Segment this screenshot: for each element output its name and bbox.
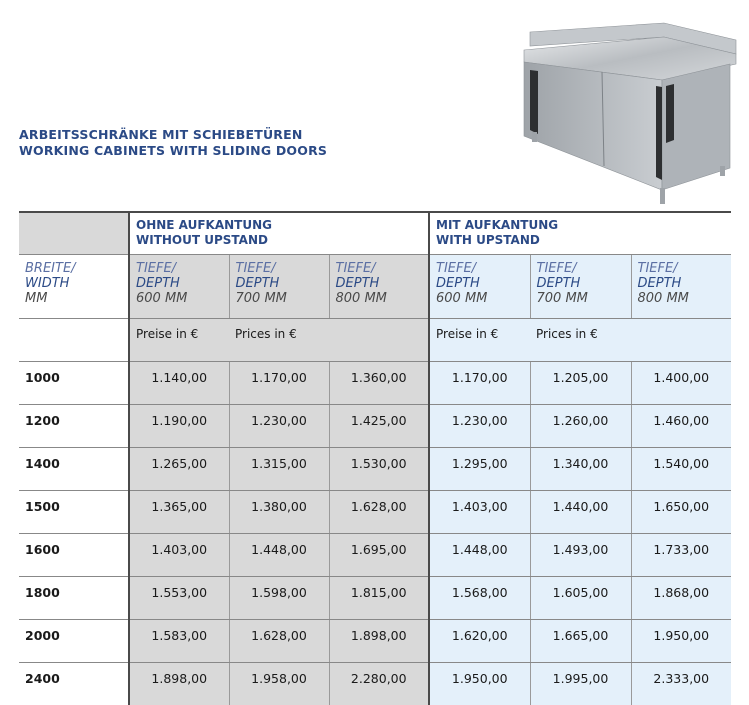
- depth-value: 800 MM: [336, 291, 429, 306]
- depth-label-de: TIEFE/: [136, 261, 229, 276]
- price-cell: 1.448,00: [229, 534, 329, 577]
- depth-label-en: DEPTH: [638, 276, 732, 291]
- depth-label-de: TIEFE/: [436, 261, 530, 276]
- price-cell: 2.280,00: [329, 663, 429, 705]
- price-cell: 1.295,00: [429, 448, 530, 491]
- depth-value: 600 MM: [136, 291, 229, 306]
- price-cell: 1.190,00: [129, 405, 229, 448]
- price-label-without-en: Prices in €: [229, 319, 429, 362]
- table-row: [19, 362, 731, 405]
- depth-value: 800 MM: [638, 291, 732, 306]
- price-cell: 1.440,00: [530, 491, 631, 534]
- price-label-with-en: Prices in €: [530, 319, 731, 362]
- depth-label-de: TIEFE/: [638, 261, 732, 276]
- price-cell: 1.620,00: [429, 620, 530, 663]
- price-cell: 1.628,00: [329, 491, 429, 534]
- depth-label-en: DEPTH: [436, 276, 530, 291]
- price-cell: 1.665,00: [530, 620, 631, 663]
- price-cell: 1.230,00: [229, 405, 329, 448]
- price-cell: 1.583,00: [129, 620, 229, 663]
- price-cell: 1.553,00: [129, 577, 229, 620]
- table-row: [19, 405, 731, 448]
- corner-cell: [19, 212, 129, 255]
- price-cell: 1.403,00: [129, 534, 229, 577]
- depth-header: [429, 255, 530, 319]
- depth-label-de: TIEFE/: [537, 261, 631, 276]
- price-cell: 1.995,00: [530, 663, 631, 705]
- width-cell: 1200: [19, 405, 129, 448]
- table-row: [19, 491, 731, 534]
- price-cell: 1.265,00: [129, 448, 229, 491]
- depth-value: 700 MM: [236, 291, 329, 306]
- price-cell: 1.815,00: [329, 577, 429, 620]
- group-header-row: [19, 212, 731, 255]
- price-cell: 1.898,00: [329, 620, 429, 663]
- group-with-en: WITH UPSTAND: [436, 233, 731, 248]
- width-cell: 1800: [19, 577, 129, 620]
- table-row: [19, 663, 731, 705]
- price-cell: 1.628,00: [229, 620, 329, 663]
- page-title: [19, 127, 327, 159]
- table-row: [19, 577, 731, 620]
- price-cell: 1.605,00: [530, 577, 631, 620]
- price-cell: 1.493,00: [530, 534, 631, 577]
- price-cell: 1.140,00: [129, 362, 229, 405]
- price-cell: 1.540,00: [631, 448, 731, 491]
- price-label-without-de: Preise in €: [129, 319, 229, 362]
- price-cell: 1.950,00: [631, 620, 731, 663]
- depth-header: [229, 255, 329, 319]
- table-row: [19, 620, 731, 663]
- depth-header: [129, 255, 229, 319]
- price-label-row: [19, 319, 731, 362]
- group-with-de: MIT AUFKANTUNG: [436, 218, 731, 233]
- depth-label-en: DEPTH: [537, 276, 631, 291]
- title-english: WORKING CABINETS WITH SLIDING DOORS: [19, 143, 327, 159]
- price-cell: 1.460,00: [631, 405, 731, 448]
- depth-label-en: DEPTH: [336, 276, 429, 291]
- price-cell: 1.170,00: [429, 362, 530, 405]
- price-cell: 1.380,00: [229, 491, 329, 534]
- price-cell: 1.360,00: [329, 362, 429, 405]
- depth-header-row: [19, 255, 731, 319]
- width-cell: 1400: [19, 448, 129, 491]
- price-cell: 1.403,00: [429, 491, 530, 534]
- price-cell: 1.230,00: [429, 405, 530, 448]
- depth-header: [530, 255, 631, 319]
- depth-value: 600 MM: [436, 291, 530, 306]
- depth-label-de: TIEFE/: [336, 261, 429, 276]
- depth-value: 700 MM: [537, 291, 631, 306]
- depth-header: [329, 255, 429, 319]
- price-cell: 1.898,00: [129, 663, 229, 705]
- width-label-de: BREITE/: [25, 261, 128, 276]
- price-cell: 1.400,00: [631, 362, 731, 405]
- price-label-empty: [19, 319, 129, 362]
- width-header: [19, 255, 129, 319]
- group-without-de: OHNE AUFKANTUNG: [136, 218, 428, 233]
- price-cell: 1.958,00: [229, 663, 329, 705]
- price-cell: 1.170,00: [229, 362, 329, 405]
- width-label-en: WIDTH: [25, 276, 128, 291]
- price-cell: 1.260,00: [530, 405, 631, 448]
- price-cell: 1.425,00: [329, 405, 429, 448]
- price-cell: 1.205,00: [530, 362, 631, 405]
- depth-label-en: DEPTH: [236, 276, 329, 291]
- price-cell: 1.315,00: [229, 448, 329, 491]
- depth-label-de: TIEFE/: [236, 261, 329, 276]
- depth-header: [631, 255, 731, 319]
- width-cell: 1000: [19, 362, 129, 405]
- price-cell: 1.340,00: [530, 448, 631, 491]
- price-cell: 1.530,00: [329, 448, 429, 491]
- title-german: ARBEITSSCHRÄNKE MIT SCHIEBETÜREN: [19, 127, 327, 143]
- price-label-with-de: Preise in €: [429, 319, 530, 362]
- price-cell: 1.950,00: [429, 663, 530, 705]
- table-row: [19, 448, 731, 491]
- width-cell: 2000: [19, 620, 129, 663]
- price-cell: 1.695,00: [329, 534, 429, 577]
- price-cell: 1.868,00: [631, 577, 731, 620]
- price-rows: [19, 362, 731, 705]
- price-cell: 1.733,00: [631, 534, 731, 577]
- group-header-without-upstand: [129, 212, 429, 255]
- price-cell: 1.365,00: [129, 491, 229, 534]
- price-cell: 1.650,00: [631, 491, 731, 534]
- cabinet-product-image: [516, 20, 738, 206]
- price-cell: 1.568,00: [429, 577, 530, 620]
- price-cell: 1.448,00: [429, 534, 530, 577]
- table-row: [19, 534, 731, 577]
- width-cell: 1600: [19, 534, 129, 577]
- price-cell: 1.598,00: [229, 577, 329, 620]
- width-cell: 2400: [19, 663, 129, 705]
- width-unit: MM: [25, 291, 128, 306]
- depth-label-en: DEPTH: [136, 276, 229, 291]
- group-without-en: WITHOUT UPSTAND: [136, 233, 428, 248]
- width-cell: 1500: [19, 491, 129, 534]
- group-header-with-upstand: [429, 212, 731, 255]
- price-cell: 2.333,00: [631, 663, 731, 705]
